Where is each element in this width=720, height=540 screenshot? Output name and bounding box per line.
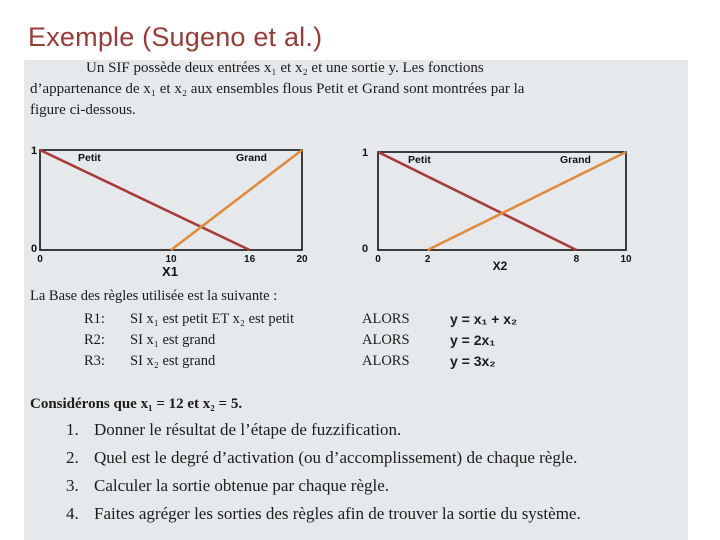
intro-line-1: Un SIF possède deux entrées x₁ et x₂ et une sortie y. Les fonctions — [86, 60, 484, 76]
x-tick-label: 10 — [620, 254, 632, 265]
rule-condition: SI x₁ est petit ET x₂ est petit — [130, 311, 295, 327]
question-number: 3. — [66, 476, 79, 495]
question-number: 4. — [66, 504, 79, 523]
intro-paragraph — [30, 58, 680, 121]
question-number: 1. — [66, 420, 79, 439]
y-tick-label: 0 — [31, 243, 38, 255]
petit-membership-line — [378, 152, 576, 250]
question-text: Quel est le degré d’activation (ou d’accomplissement) de chaque règle. — [94, 448, 578, 467]
x-axis-variable: X2 — [492, 259, 508, 273]
rule-output: y = 3x₂ — [450, 353, 496, 369]
intro-line-2: d’appartenance de x₁ et x₂ aux ensembles flous Petit et Grand sont montrées par la — [30, 81, 525, 97]
rule-id: R3: — [84, 353, 105, 369]
rule-id: R1: — [84, 311, 105, 327]
rule-output: y = 2x₁ — [450, 332, 496, 348]
petit-membership-line — [40, 150, 250, 250]
slide-title: Exemple (Sugeno et al.) — [28, 22, 323, 52]
consider-statement: Considérons que x₁ = 12 et x₂ = 5. — [30, 396, 243, 412]
question-text: Donner le résultat de l’étape de fuzzification. — [94, 420, 402, 439]
rule-condition: SI x₁ est grand — [130, 332, 216, 348]
rule-condition: SI x₂ est grand — [130, 353, 216, 369]
x-tick-label: 16 — [244, 254, 256, 265]
x-tick-label: 0 — [37, 254, 43, 265]
question-item — [66, 448, 577, 468]
rule-then: ALORS — [362, 311, 410, 327]
question-text: Faites agréger les sorties des règles afin de trouver la sortie du système. — [94, 504, 581, 523]
x-tick-label: 10 — [165, 254, 177, 265]
question-item — [66, 420, 401, 440]
rules-heading: La Base des règles utilisée est la suivante : — [30, 288, 278, 304]
rule-then: ALORS — [362, 332, 410, 348]
x-tick-label: 8 — [573, 254, 580, 265]
chart-frame — [40, 150, 302, 250]
x-tick-label: 20 — [296, 254, 308, 265]
rule-then: ALORS — [362, 353, 410, 369]
question-text: Calculer la sortie obtenue par chaque règle. — [94, 476, 390, 495]
y-tick-label: 1 — [31, 145, 38, 157]
question-item — [66, 504, 581, 524]
rule-id: R2: — [84, 332, 105, 348]
x-tick-label: 2 — [424, 254, 431, 265]
grand-membership-line — [171, 150, 302, 250]
membership-chart-x1 — [28, 140, 318, 280]
grand-set-label: Grand — [560, 154, 591, 166]
rule-output: y = x₁ + x₂ — [450, 311, 518, 327]
chart-frame — [378, 152, 626, 250]
x-tick-label: 0 — [375, 254, 381, 265]
petit-set-label: Petit — [408, 154, 431, 166]
question-item — [66, 476, 389, 496]
intro-line-3: figure ci-dessous. — [30, 102, 136, 118]
y-tick-label: 0 — [362, 243, 369, 255]
petit-set-label: Petit — [78, 152, 101, 164]
grand-membership-line — [428, 152, 626, 250]
question-number: 2. — [66, 448, 79, 467]
grand-set-label: Grand — [236, 152, 267, 164]
y-tick-label: 1 — [362, 147, 369, 159]
x-axis-variable: X1 — [162, 264, 178, 279]
membership-chart-x2 — [358, 140, 648, 280]
